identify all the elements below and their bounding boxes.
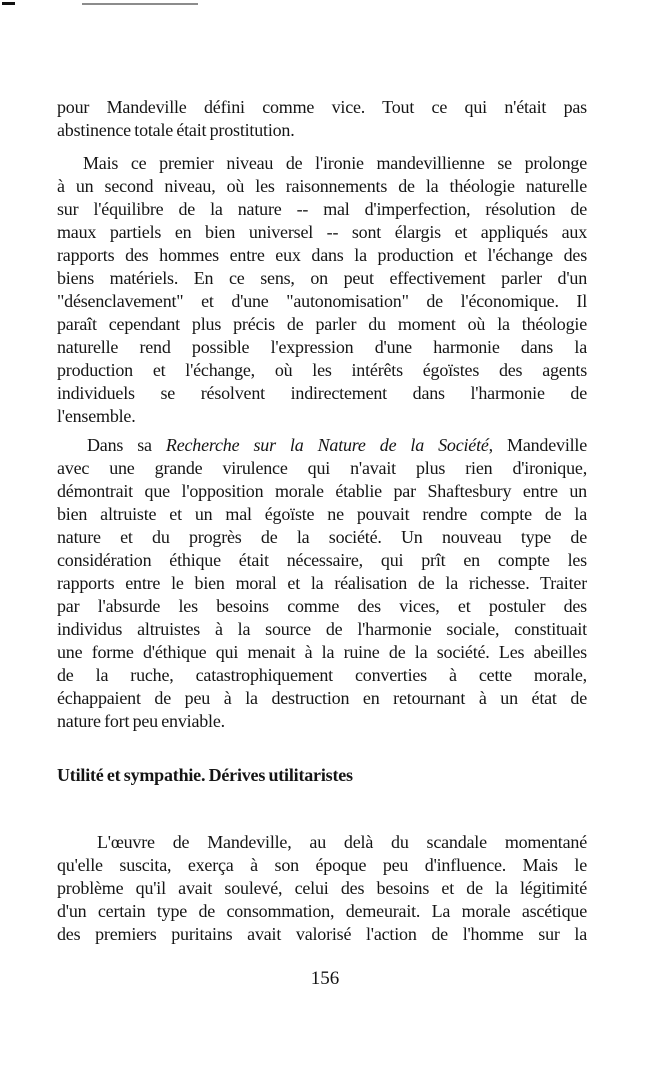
text-line: Mais ce premier niveau de l'ironie mandevillienne se prolonge: [83, 153, 587, 173]
text-line: L'œuvre de Mandeville, au delà du scandale momentané: [97, 832, 587, 852]
text-line: biens matériels. En ce sens, on peut effectivement parler d'un: [57, 268, 587, 288]
text-line: individuels se résolvent indirectement dans l'harmonie de: [57, 383, 587, 403]
text-line: [57, 434, 587, 457]
text-line: échappaient de peu à la destruction en retournant à un état de: [57, 688, 587, 708]
book-title-italic: Recherche sur la Nature de la Société: [165, 435, 489, 455]
text-line: sur l'équilibre de la nature -- mal d'imperfection, résolution de: [57, 199, 587, 219]
paragraph: [57, 152, 587, 428]
paragraph: [57, 434, 587, 733]
text-line: paraît cependant plus précis de parler du moment où la théologie: [57, 314, 587, 334]
text-line: bien altruiste et un mal égoïste ne pouvait rendre compte de la: [57, 504, 587, 524]
text-line: à un second niveau, où les raisonnements de la théologie naturelle: [57, 176, 587, 196]
text-line: considération éthique était nécessaire, qui prît en compte les: [57, 550, 587, 570]
text-line: production et l'échange, où les intérêts égoïstes des agents: [57, 360, 587, 380]
text-line: problème qu'il avait soulevé, celui des besoins et de la légitimité: [57, 878, 587, 898]
text-line: individus altruistes à la source de l'harmonie sociale, constituait: [57, 619, 587, 639]
scan-artifact-rule: [82, 3, 198, 5]
text-line: maux partiels en bien universel -- sont élargis et appliqués aux: [57, 222, 587, 242]
section-heading: Utilité et sympathie. Dérives utilitaristes: [57, 765, 353, 785]
text-line: l'ensemble.: [57, 406, 136, 426]
text-line: une forme d'éthique qui menait à la ruine de la société. Les abeilles: [57, 642, 587, 662]
text-segment: , Mandeville: [488, 435, 587, 455]
text-line: qu'elle suscita, exerça à son époque peu d'influence. Mais le: [57, 855, 587, 875]
text-line: "désenclavement" et d'une "autonomisation" de l'économique. Il: [57, 291, 587, 311]
text-line: naturelle rend possible l'expression d'une harmonie dans la: [57, 337, 587, 357]
paragraph: [57, 831, 587, 946]
text-line: nature et du progrès de la société. Un nouveau type de: [57, 527, 587, 547]
text-line: des premiers puritains avait valorisé l'action de l'homme sur la: [57, 924, 587, 944]
paragraph: [57, 96, 587, 142]
page-number: 156: [310, 968, 340, 989]
text-segment: Dans sa: [87, 435, 166, 455]
text-line: rapports des hommes entre eux dans la production et l'échange des: [57, 245, 587, 265]
text-line: abstinence totale était prostitution.: [57, 120, 295, 140]
page-text: [57, 96, 587, 946]
text-line: avec une grande virulence qui n'avait plus rien d'ironique,: [57, 458, 587, 478]
text-line: pour Mandeville défini comme vice. Tout ce qui n'était pas: [57, 97, 587, 117]
text-line: de la ruche, catastrophiquement converties à cette morale,: [57, 665, 587, 685]
text-line: d'un certain type de consommation, demeurait. La morale ascétique: [57, 901, 587, 921]
scan-artifact-dash: [2, 2, 15, 5]
text-line: rapports entre le bien moral et la réalisation de la richesse. Traiter: [57, 573, 587, 593]
text-line: démontrait que l'opposition morale établie par Shaftesbury entre un: [57, 481, 587, 501]
text-line: par l'absurde les besoins comme des vices, et postuler des: [57, 596, 587, 616]
text-line: nature fort peu enviable.: [57, 711, 225, 731]
